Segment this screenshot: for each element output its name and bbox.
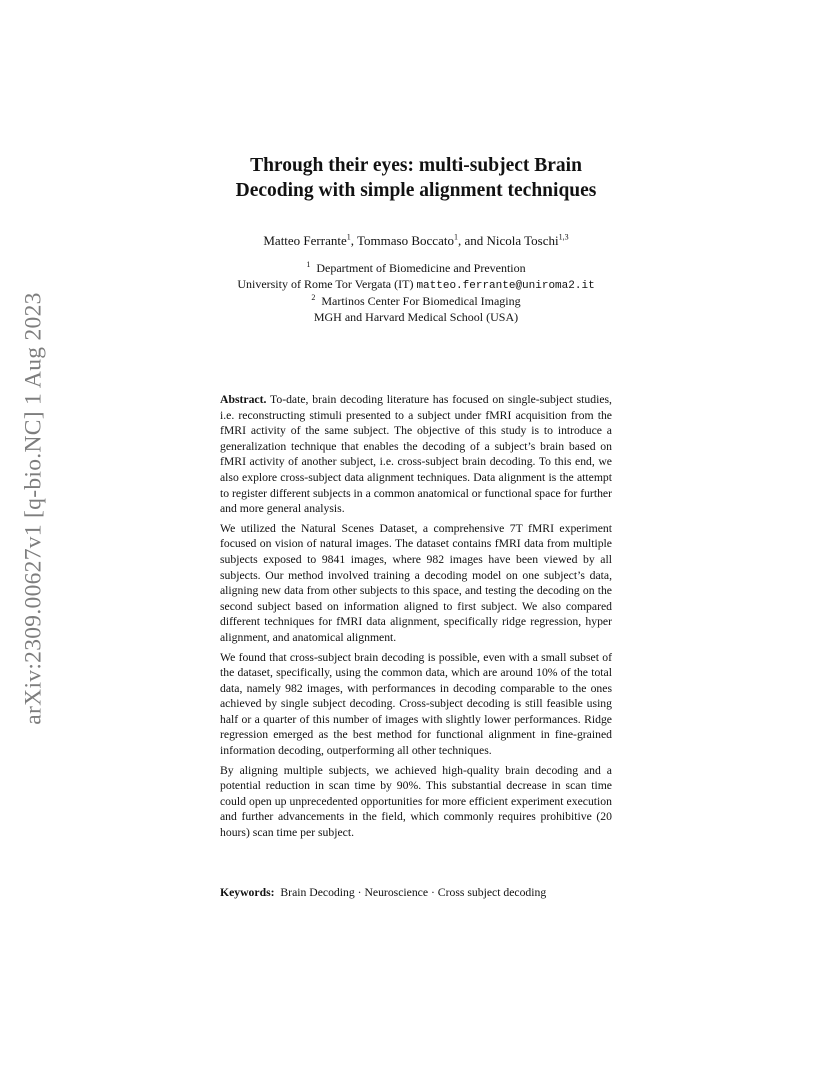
author-email: matteo.ferrante@uniroma2.it	[416, 279, 595, 292]
paper-title	[160, 153, 672, 203]
affiliation-1-univ: University of Rome Tor Vergata (IT) matteo.ferrante@uniroma2.it	[237, 276, 595, 292]
affiliation-2-school: MGH and Harvard Medical School (USA)	[313, 309, 519, 324]
abstract-paragraph-4: By aligning multiple subjects, we achieved high-quality brain decoding and a potential reduction in scan time by 90%. This substantial decrease in scan time could open up unprecedented opportunities for more efficient experiment execution and further advancements in the field, which commonly requires prohibitive (20 hours) scan time per subject.	[220, 763, 612, 840]
keywords-label: Keywords:	[220, 886, 275, 899]
author-separator: , and	[457, 233, 487, 248]
affiliation-1-dept: $^1$ Department of Biomedicine and Prevention	[306, 260, 526, 275]
keywords	[220, 885, 612, 901]
affiliation-2-center: $^2$ Martinos Center For Biomedical Imaging	[311, 293, 521, 308]
author-name: Tommaso Boccato	[357, 233, 454, 248]
abstract-paragraph-2: We utilized the Natural Scenes Dataset, a comprehensive 7T fMRI experiment focused on vision of natural images. The dataset contains fMRI data from multiple subjects exposed to 9841 images, where 982 images have been viewed by all subjects. Our method involved training a decoding model on one subject’s data, aligning new data from other subjects to this space, and testing the decoding on the second subject based on information aligned to first subject. We also compared different techniques for fMRI data alignment, specifically ridge regression, hyper alignment, and anatomical alignment.	[220, 521, 612, 644]
author-affil-mark: 1,3	[558, 232, 569, 242]
arxiv-side-stamp	[20, 272, 48, 744]
affil-mark: 1	[306, 260, 311, 269]
author-separator: ,	[350, 233, 358, 248]
affiliations	[160, 261, 672, 325]
abstract-paragraph-1: Abstract. To-date, brain decoding literature has focused on single-subject studies, i.e. reconstructing stimuli presented to a subject under fMRI acquisition from the fMRI activity of the same subject. The objective of this study is to introduce a generalization technique that enables the decoding of a subject’s brain based on fMRI activity of another subject, i.e. cross-subject brain decoding. To this end, we also explore cross-subject data alignment techniques. Data alignment is the attempt to register different subjects in a common anatomical or functional space for further and more general analysis.	[220, 393, 612, 516]
author-affil-mark: 1	[453, 232, 458, 242]
title-line-2: Decoding with simple alignment techniques	[235, 180, 597, 201]
author-name: Nicola Toschi	[486, 233, 559, 248]
keywords-text: Brain Decoding · Neuroscience · Cross subject decoding	[280, 886, 547, 899]
arxiv-identifier: arXiv:2309.00627v1 [q-bio.NC] 1 Aug 2023	[20, 291, 47, 725]
abstract	[220, 392, 612, 845]
abstract-paragraph-3: We found that cross-subject brain decoding is possible, even with a small subset of the dataset, specifically, using the common data, which are around 10% of the total data, namely 982 images, with performances in decoding comparable to the ones achieved by single subject decoding. Cross-subject decoding is still feasible using half or a quarter of this number of images with slightly lower performances. Ridge regression emerged as the best method for functional alignment in fine-grained information decoding, outperforming all other techniques.	[220, 650, 612, 758]
title-line-1: Through their eyes: multi-subject Brain	[250, 155, 582, 176]
author-list	[160, 233, 672, 249]
affil-mark: 2	[311, 293, 316, 302]
author-affil-mark: 1	[346, 232, 351, 242]
abstract-label: Abstract.	[220, 393, 267, 406]
author-name: Matteo Ferrante	[263, 233, 347, 248]
